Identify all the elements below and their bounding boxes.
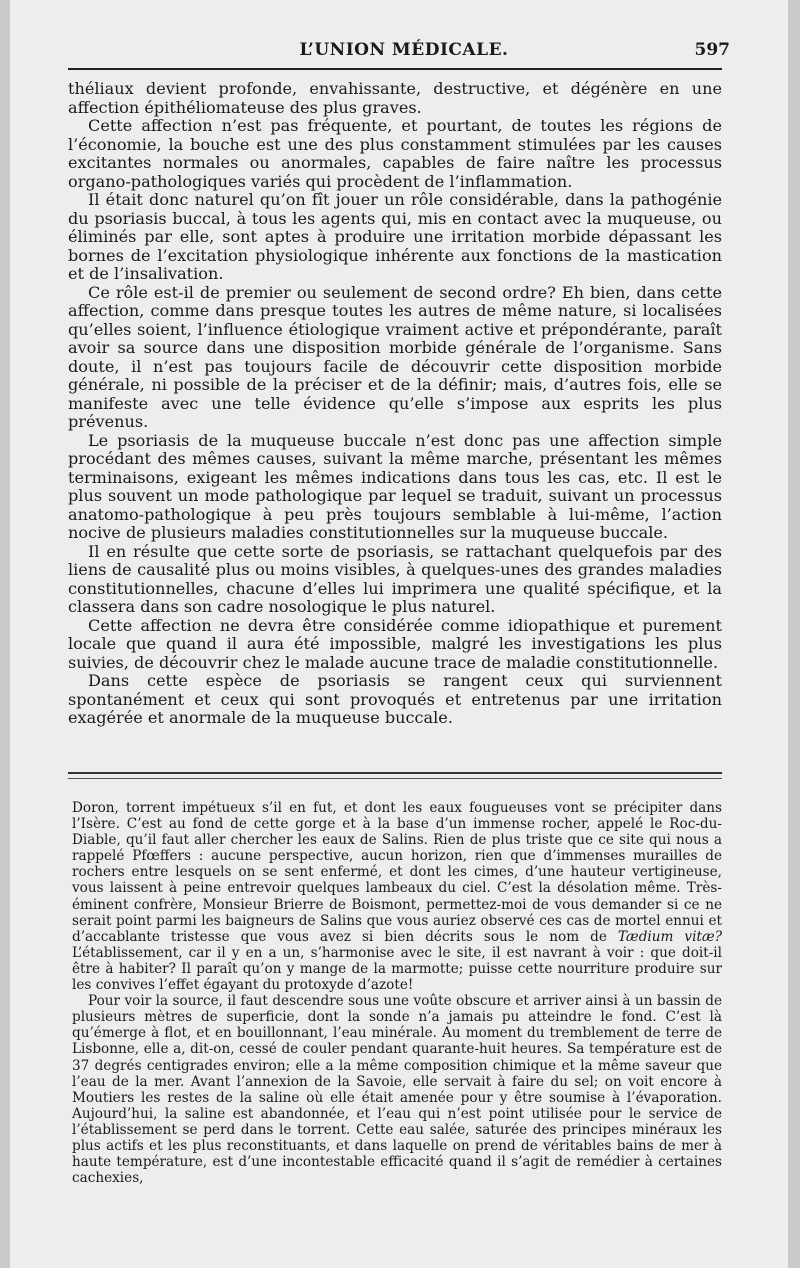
feuilleton-italic-text: Tædium vitæ?: [617, 928, 722, 945]
article-paragraph: Le psoriasis de la muqueuse buccale n’est donc pas une affection simple procédant des mêmes causes, suivant la même marche, présentant les mêmes terminaisons, exigeant les mêmes indications dans tous les cas, etc. Il est le plus souvent un mode pathologique par lequel se traduit, suivant un processus anatomo-pathologique à peu près toujours semblable à lui-même, l’action nocive de plusieurs maladies constitutionnelles sur la muqueuse buccale.: [68, 430, 722, 542]
running-title: L’UNION MÉDICALE.: [299, 40, 509, 60]
article-paragraph: Cette affection n’est pas fréquente, et pourtant, de toutes les régions de l’économie, la bouche est une des plus constamment stimulées par les causes excitantes normales ou anormales, capables de faire naître les processus organo-pathologiques variés qui procèdent de l’inflammation.: [68, 116, 722, 191]
article-paragraph: Cette affection ne devra être considérée comme idiopathique et purement locale que quand il aura été impossible, malgré les investigations les plus suivies, de découvrir chez le malade aucune trace de maladie constitutionnelle.: [68, 615, 722, 672]
feuilleton-body: [72, 800, 722, 1186]
article-paragraph: Ce rôle est-il de premier ou seulement de second ordre? Eh bien, dans cette affection, comme dans presque toutes les autres de même nature, si localisées qu’elles soient, l’influence étiologique vraiment active et prépondérante, paraît avoir sa source dans une disposition morbide générale de l’organisme. Sans doute, il n’est pas toujours facile de découvrir cette disposition morbide générale, ni possible de la préciser et de la définir; mais, d’autres fois, elle se manifeste avec une telle évidence qu’elle s’impose aux esprits les plus prévenus.: [68, 282, 722, 431]
feuilleton-paragraph: Pour voir la source, il faut descendre sous une voûte obscure et arriver ainsi à un bassin de plusieurs mètres de superficie, dont la sonde n’a jamais pu atteindre le fond. C’est là qu’émerge à flot, et en bouillonnant, l’eau minérale. Au moment du tremblement de terre de Lisbonne, elle a, dit-on, cessé de couler pendant quarante-huit heures. Sa température est de 37 degrés centigrades environ; elle a la même composition chimique et la même saveur que l’eau de la mer. Avant l’annexion de la Savoie, elle servait à faire du sel; on voit encore à Moutiers les restes de la saline où elle était amenée pour y être soumise à l’évaporation. Aujourd’hui, la saline est abandonnée, et l’eau qui n’est point utilisée pour le service de l’établissement se perd dans le torrent. Cette eau salée, saturée des principes minéraux les plus actifs et les plus reconstituants, et dans laquelle on prend de véritables bains de mer à haute température, est d’une incontestable efficacité quand il s’agit de remédier à certaines cachexies,: [72, 993, 722, 1187]
feuilleton-text: L’établissement, car il y en a un, s’harmonise avec le site, il est navrant à voir : que doit-il être à habiter? Il paraît qu’on y mange de la marmotte; puisse cette nourriture produire sur les convives l’effet égayant du protoxyde d’azote!: [72, 944, 722, 994]
feuilleton-rule-thin: [68, 778, 722, 779]
page-number: 597: [694, 40, 730, 60]
article-paragraph: Il était donc naturel qu’on fît jouer un rôle considérable, dans la pathogénie du psoriasis buccal, à tous les agents qui, mis en contact avec la muqueuse, ou éliminés par elle, sont aptes à produire une irritation morbide dépassant les bornes de l’excitation physiologique inhérente aux fonctions de la mastication et de l’insalivation.: [68, 190, 722, 283]
feuilleton-text: Doron, torrent impétueux s’il en fut, et dont les eaux fougueuses vont se précipiter dans l’Isère. C’est au fond de cette gorge et à la base d’un immense rocher, appelé le Roc-du-Diable, qu’il faut aller chercher les eaux de Salins. Rien de plus triste que ce site qui nous a rappelé Pfœffers : aucune perspective, aucun horizon, rien que d’immenses murailles de rochers entre lesquels on se sent enfermé, et dont les cimes, d’une hauteur vertigineuse, vous laissent à peine entrevoir quelques lambeaux du ciel. C’est la désolation même. Très-éminent confrère, Monsieur Brierre de Boismont, permettez-moi de vous demander si ce ne serait point parmi les baigneurs de Salins que vous auriez observé ces cas de mortel ennui et d’accablante tristesse que vous avez si bien décrits sous le nom de: [72, 800, 722, 945]
article-paragraph: Il en résulte que cette sorte de psoriasis, se rattachant quelquefois par des liens de causalité plus ou moins visibles, à quelques-unes des grandes maladies constitutionnelles, chacune d’elles lui imprimera une qualité spécifique, et la classera dans son cadre nosologique le plus naturel.: [68, 541, 722, 616]
page-header: [78, 34, 730, 64]
header-rule: [68, 68, 722, 70]
feuilleton-rule: [68, 772, 722, 774]
feuilleton-paragraph: [72, 800, 722, 993]
article-paragraph: théliaux devient profonde, envahissante, destructive, et dégénère en une affection épithéliomateuse des plus graves.: [68, 79, 722, 117]
article-body: [68, 80, 722, 728]
article-paragraph: Dans cette espèce de psoriasis se rangent ceux qui surviennent spontanément et ceux qui sont provoqués et entretenus par une irritation exagérée et anormale de la muqueuse buccale.: [68, 671, 722, 727]
